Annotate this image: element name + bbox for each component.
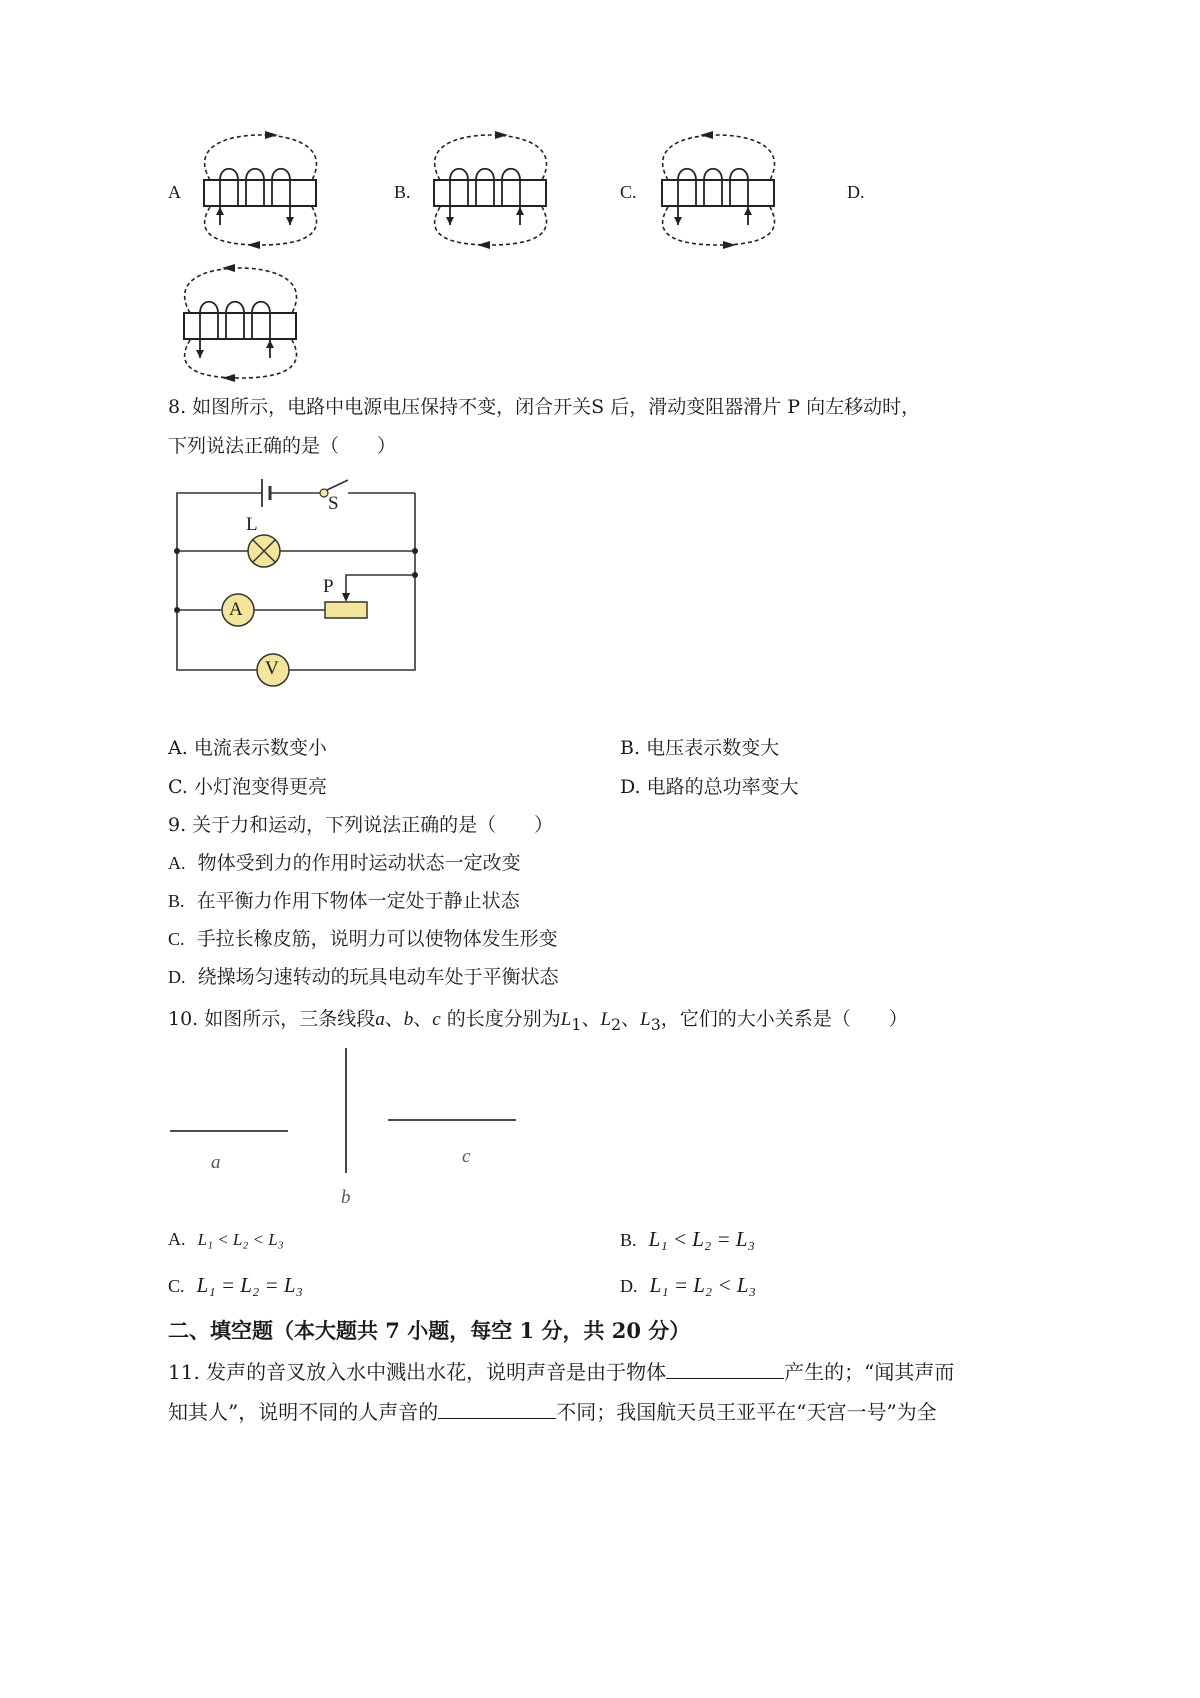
q11-text: 产生的；“闻其声而 [784,1360,955,1384]
ammeter-label: A [229,599,243,620]
option-text: L₁ < L₂ < L₃ [197,1230,284,1249]
option-text: 电路的总功率变大 [646,776,799,798]
q10-line-segments-figure [168,1045,528,1210]
option-text: 电流表示数变小 [193,737,327,759]
option-d-label: D. [847,182,865,202]
option-text: 手拉长橡皮筋，说明力可以使物体发生形变 [196,928,558,950]
q11-line2 [168,1398,937,1424]
q8-option-a[interactable] [168,736,327,760]
var-b: b [403,1009,414,1030]
option-label: B. [620,1230,637,1250]
subscript: 3 [650,1014,661,1034]
q10-option-b[interactable] [620,1227,755,1252]
q8-stem-line1: 8. 如图所示，电路中电源电压保持不变，闭合开关S 后，滑动变阻器滑片 P 向左移动时， [168,396,921,418]
q10-option-c[interactable] [168,1273,303,1298]
q9-option-c[interactable] [168,927,558,951]
option-label: A. [168,1229,186,1249]
q10-option-a[interactable] [168,1227,284,1252]
q10-option-d[interactable] [620,1273,756,1298]
segment-c-label: c [462,1146,471,1167]
q10-stem-mid: 的长度分别为 [446,1008,561,1030]
separator: 、 [384,1008,404,1030]
switch-label: S [328,493,339,514]
option-label: D. [620,776,641,798]
option-label: A. [168,853,186,873]
separator: 、 [413,1008,433,1030]
q8-circuit-diagram [170,475,430,685]
q11-text: 不同；我国航天员王亚平在“天宫一号”为全 [556,1400,937,1424]
separator: 、 [621,1008,641,1030]
subscript: 2 [611,1014,622,1034]
option-label: D. [168,967,186,987]
q10-stem [168,1007,908,1037]
var-c: c [432,1009,441,1030]
q8-option-d[interactable] [620,775,799,799]
q9-option-d[interactable] [168,965,559,989]
q9-option-b[interactable] [168,889,520,913]
option-label: B. [168,891,185,911]
separator: 、 [581,1008,601,1030]
option-b-label: B. [394,182,411,202]
option-label: D. [620,1276,638,1296]
voltmeter-label: V [265,658,279,679]
var-L1: L [560,1009,572,1030]
option-c-label: C. [620,182,637,202]
var-L3: L [640,1009,651,1030]
option-text: 小灯泡变得更亮 [193,776,327,798]
solenoid-diagram-a [190,135,330,245]
solenoid-diagram-b [420,135,560,245]
option-label: B. [620,737,641,759]
q10-stem-prefix: 10. 如图所示，三条线段 [168,1008,376,1030]
option-label: C. [168,1276,185,1296]
option-label: C. [168,929,185,949]
segment-a-label: a [211,1152,221,1173]
option-a-label: A [168,182,181,202]
section-heading: 二、填空题（本大题共 7 小题，每空 1 分，共 20 分） [168,1318,691,1343]
q9-option-a[interactable] [168,851,521,875]
solenoid-diagram-c [648,135,788,245]
option-text: 物体受到力的作用时运动状态一定改变 [197,852,521,874]
q8-stem-line2: 下列说法正确的是（ ） [168,435,397,457]
q11-text: 知其人”，说明不同的人声音的 [168,1400,439,1424]
slider-label: P [323,576,334,597]
option-label: A. [168,737,188,759]
option-text: L₁ = L₂ < L₃ [649,1273,756,1297]
option-text: 在平衡力作用下物体一定处于静止状态 [196,890,520,912]
option-text: 电压表示数变大 [646,737,780,759]
solenoid-diagram-d [170,268,310,378]
var-L2: L [600,1009,612,1030]
q8-option-c[interactable] [168,775,327,799]
option-text: L₁ = L₂ = L₃ [196,1273,303,1297]
answer-blank[interactable] [438,1398,556,1419]
segment-b-label: b [341,1187,351,1208]
option-text: L₁ < L₂ = L₃ [648,1227,755,1251]
option-label: C. [168,776,188,798]
q11-line1 [168,1358,954,1384]
q10-stem-suffix: ，它们的大小关系是（ ） [660,1008,908,1030]
lamp-label: L [246,514,258,535]
q9-stem: 9. 关于力和运动，下列说法正确的是（ ） [168,814,554,836]
subscript: 1 [571,1014,582,1034]
answer-blank[interactable] [666,1358,784,1379]
option-text: 绕操场匀速转动的玩具电动车处于平衡状态 [197,966,559,988]
var-a: a [375,1009,385,1030]
q8-option-b[interactable] [620,736,779,760]
q11-text: 11. 发声的音叉放入水中溅出水花，说明声音是由于物体 [168,1360,667,1384]
